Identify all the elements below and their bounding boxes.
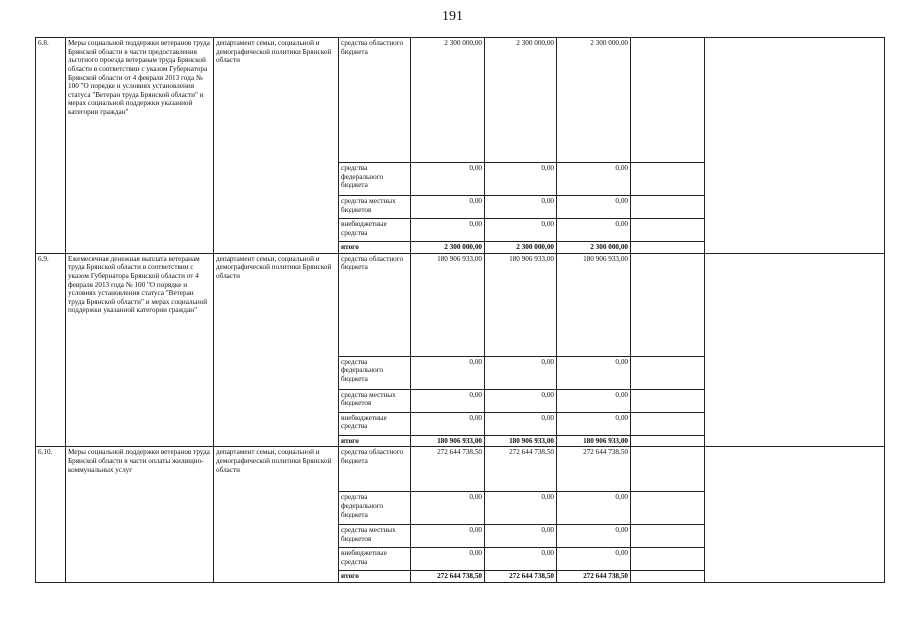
funding-source: средства местных бюджетов [339,389,411,412]
amount-3: 180 906 933,00 [557,435,631,447]
amount-3: 272 644 738,50 [557,571,631,583]
amount-2: 0,00 [485,356,557,389]
empty-cell [631,163,705,196]
funding-source: внебюджетные средства [339,548,411,571]
amount-2: 0,00 [485,219,557,242]
amount-1: 180 906 933,00 [411,435,485,447]
amount-2: 0,00 [485,196,557,219]
table-row [36,253,885,356]
amount-3: 272 644 738,50 [557,447,631,492]
amount-3: 0,00 [557,356,631,389]
notes-cell [705,253,885,447]
empty-cell [631,492,705,525]
empty-cell [631,253,705,356]
funding-source: средства областного бюджета [339,253,411,356]
empty-cell [631,242,705,254]
amount-1: 272 644 738,50 [411,571,485,583]
amount-3: 0,00 [557,219,631,242]
notes-cell [705,447,885,583]
amount-3: 2 300 000,00 [557,38,631,163]
empty-cell [631,525,705,548]
empty-cell [631,412,705,435]
funding-source: средства местных бюджетов [339,525,411,548]
budget-table [35,37,885,583]
item-number: 6.10. [36,447,66,583]
empty-cell [631,447,705,492]
amount-2: 0,00 [485,525,557,548]
amount-2: 2 300 000,00 [485,242,557,254]
executor-name: департамент семьи, социальной и демографической политики Брянской области [214,253,339,447]
amount-3: 0,00 [557,389,631,412]
amount-2: 0,00 [485,492,557,525]
amount-3: 0,00 [557,196,631,219]
amount-3: 0,00 [557,525,631,548]
notes-cell [705,38,885,254]
empty-cell [631,219,705,242]
funding-source: итого [339,242,411,254]
funding-source: итого [339,435,411,447]
empty-cell [631,435,705,447]
funding-source: средства областного бюджета [339,447,411,492]
funding-source: средства федерального бюджета [339,356,411,389]
amount-2: 0,00 [485,163,557,196]
amount-2: 2 300 000,00 [485,38,557,163]
amount-1: 2 300 000,00 [411,242,485,254]
amount-2: 0,00 [485,389,557,412]
funding-source: итого [339,571,411,583]
empty-cell [631,38,705,163]
amount-3: 0,00 [557,412,631,435]
page-number: 191 [442,9,463,24]
amount-1: 0,00 [411,196,485,219]
amount-1: 0,00 [411,525,485,548]
amount-2: 180 906 933,00 [485,435,557,447]
amount-3: 0,00 [557,548,631,571]
amount-1: 0,00 [411,548,485,571]
measure-name: Меры социальной поддержки ветеранов труда Брянской области в части оплаты жилищно-коммунальных услуг [66,447,214,583]
amount-1: 0,00 [411,356,485,389]
measure-name: Ежемесячная денежная выплата ветеранам труда Брянской области в соответствии с указом Губернатора Брянской области от 4 февраля 2013 года № 100 "О порядке и условиях установления статуса "Ветеран труда Брянской области" и мерах социальной поддержки указанной категории граждан" [66,253,214,447]
item-number: 6.9. [36,253,66,447]
table-row [36,38,885,163]
amount-3: 0,00 [557,492,631,525]
amount-1: 180 906 933,00 [411,253,485,356]
amount-2: 180 906 933,00 [485,253,557,356]
empty-cell [631,571,705,583]
amount-3: 2 300 000,00 [557,242,631,254]
funding-source: средства областного бюджета [339,38,411,163]
amount-3: 0,00 [557,163,631,196]
amount-3: 180 906 933,00 [557,253,631,356]
amount-2: 272 644 738,50 [485,571,557,583]
funding-source: средства федерального бюджета [339,163,411,196]
measure-name: Меры социальной поддержки ветеранов труда Брянской области в части предоставления льготного проезда ветеранам труда Брянской области в соответствии с указом Губернатора Брянской области от 4 февраля 2013 года № 100 "О порядке и условиях установления статуса "Ветеран труда Брянской области" и мерах социальной поддержки указанной категории граждан" [66,38,214,254]
amount-1: 2 300 000,00 [411,38,485,163]
amount-1: 0,00 [411,492,485,525]
amount-2: 0,00 [485,412,557,435]
funding-source: средства местных бюджетов [339,196,411,219]
amount-1: 0,00 [411,219,485,242]
amount-2: 272 644 738,50 [485,447,557,492]
funding-source: средства федерального бюджета [339,492,411,525]
amount-1: 0,00 [411,163,485,196]
empty-cell [631,548,705,571]
amount-1: 272 644 738,50 [411,447,485,492]
empty-cell [631,389,705,412]
empty-cell [631,196,705,219]
executor-name: департамент семьи, социальной и демографической политики Брянской области [214,38,339,254]
item-number: 6.8. [36,38,66,254]
empty-cell [631,356,705,389]
amount-1: 0,00 [411,389,485,412]
table-row [36,447,885,492]
amount-2: 0,00 [485,548,557,571]
funding-source: внебюджетные средства [339,412,411,435]
amount-1: 0,00 [411,412,485,435]
funding-source: внебюджетные средства [339,219,411,242]
executor-name: департамент семьи, социальной и демографической политики Брянской области [214,447,339,583]
